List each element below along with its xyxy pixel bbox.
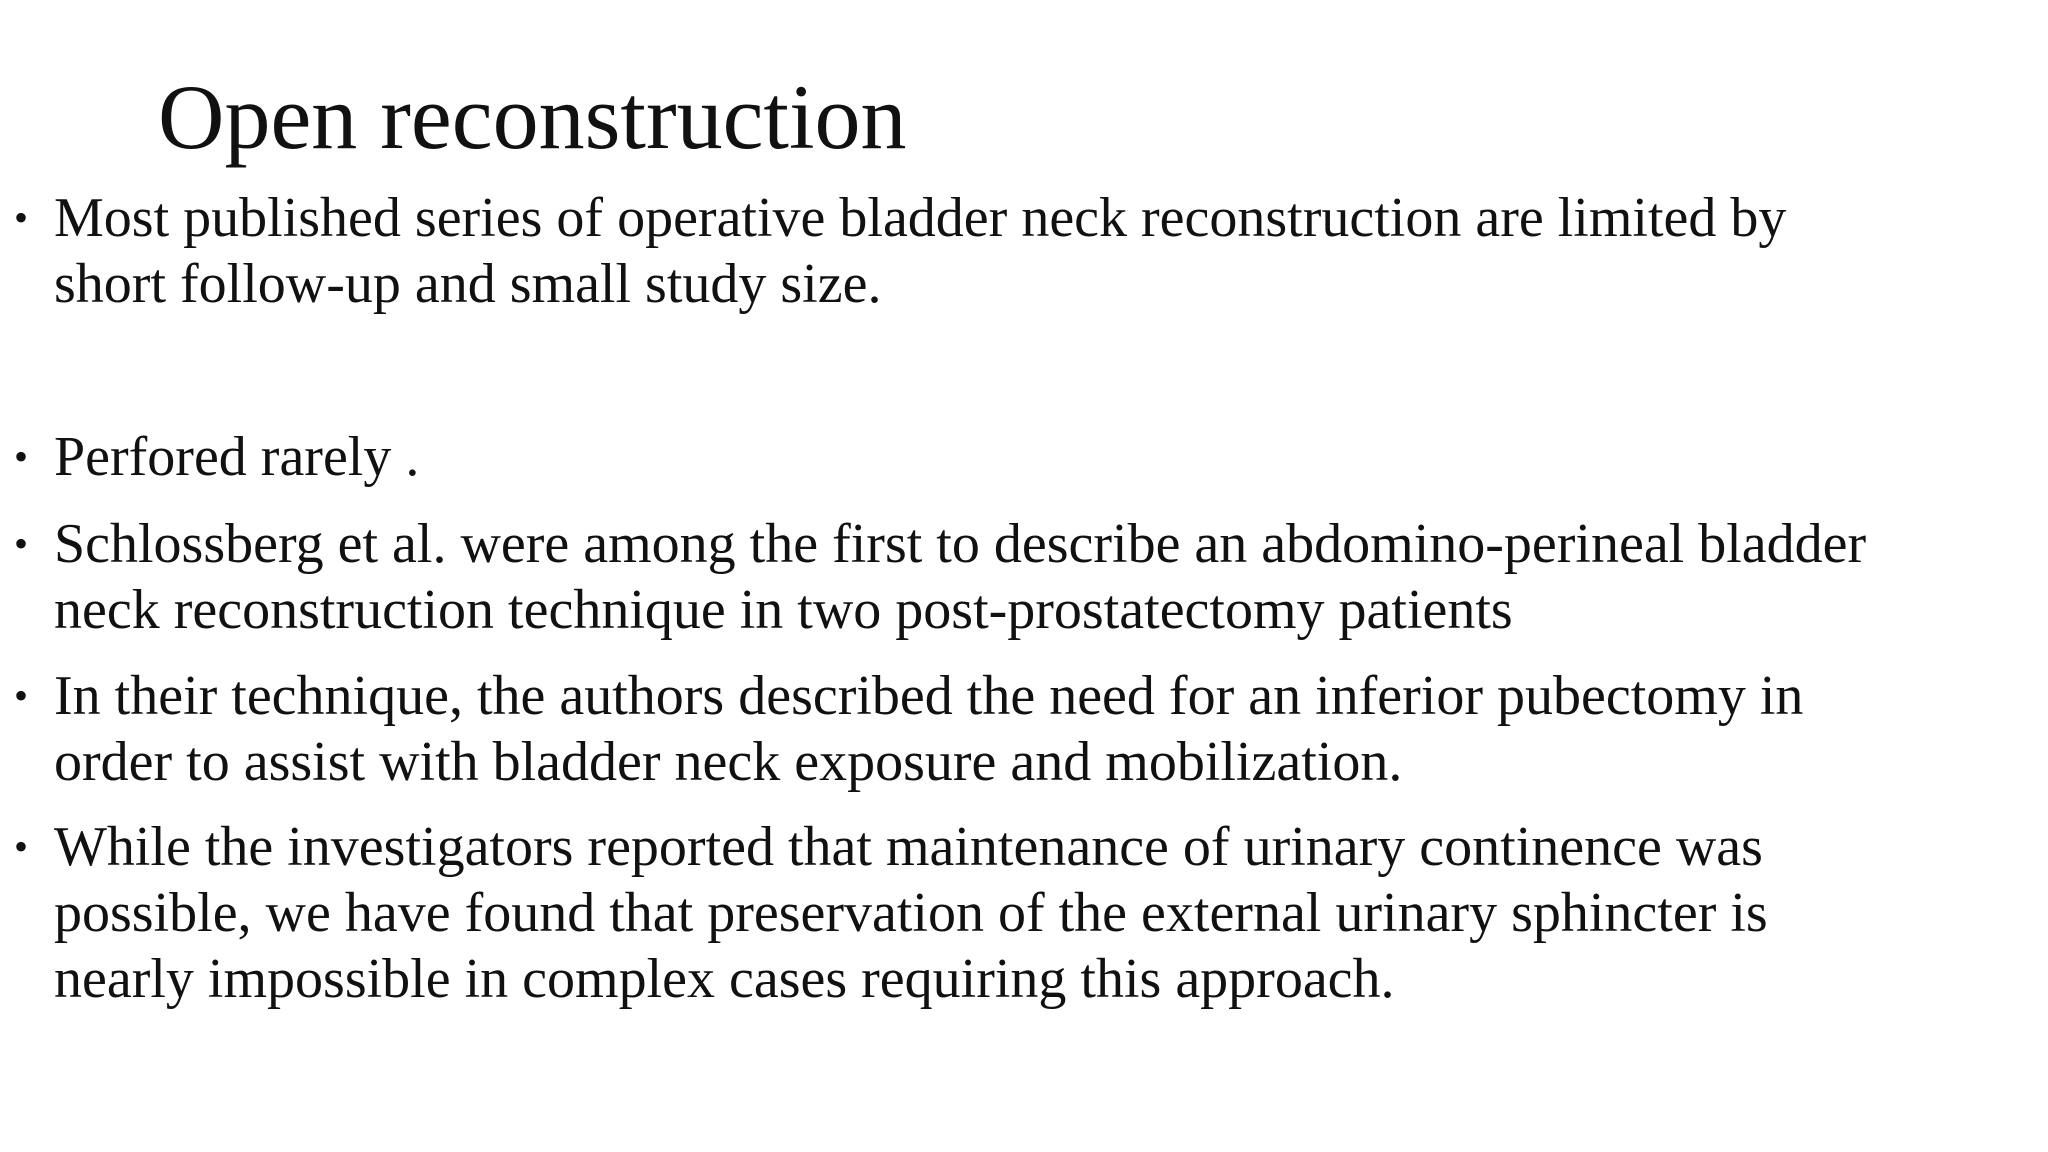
bullet-item (14, 511, 2024, 643)
bullet-item (14, 424, 2024, 490)
bullet-icon: • (14, 824, 29, 869)
bullet-text: Most published series of operative bladder neck reconstruction are limited by short follow-up and small study size. (54, 187, 1787, 315)
bullet-item (14, 185, 2024, 317)
bullet-icon: • (14, 434, 29, 479)
bullet-icon: • (14, 673, 29, 718)
slide-title: Open reconstruction (158, 66, 907, 168)
bullet-text: In their technique, the authors described the need for an inferior pubectomy in order to assist with bladder neck exposure and mobilization. (54, 665, 1804, 793)
bullet-text: While the investigators reported that maintenance of urinary continence was possible, we have found that preservation of the external urinary sphincter is nearly impossible in complex cases requiring this approach. (54, 816, 1768, 1010)
bullet-text: Schlossberg et al. were among the first to describe an abdomino-perineal bladder neck reconstruction technique in two post-prostatectomy patients (54, 513, 1867, 641)
bullet-item (14, 814, 2024, 1012)
bullet-icon: • (14, 195, 29, 240)
bullet-text: Perfored rarely . (54, 426, 420, 488)
bullet-icon: • (14, 521, 29, 566)
bullet-item (14, 663, 2024, 795)
